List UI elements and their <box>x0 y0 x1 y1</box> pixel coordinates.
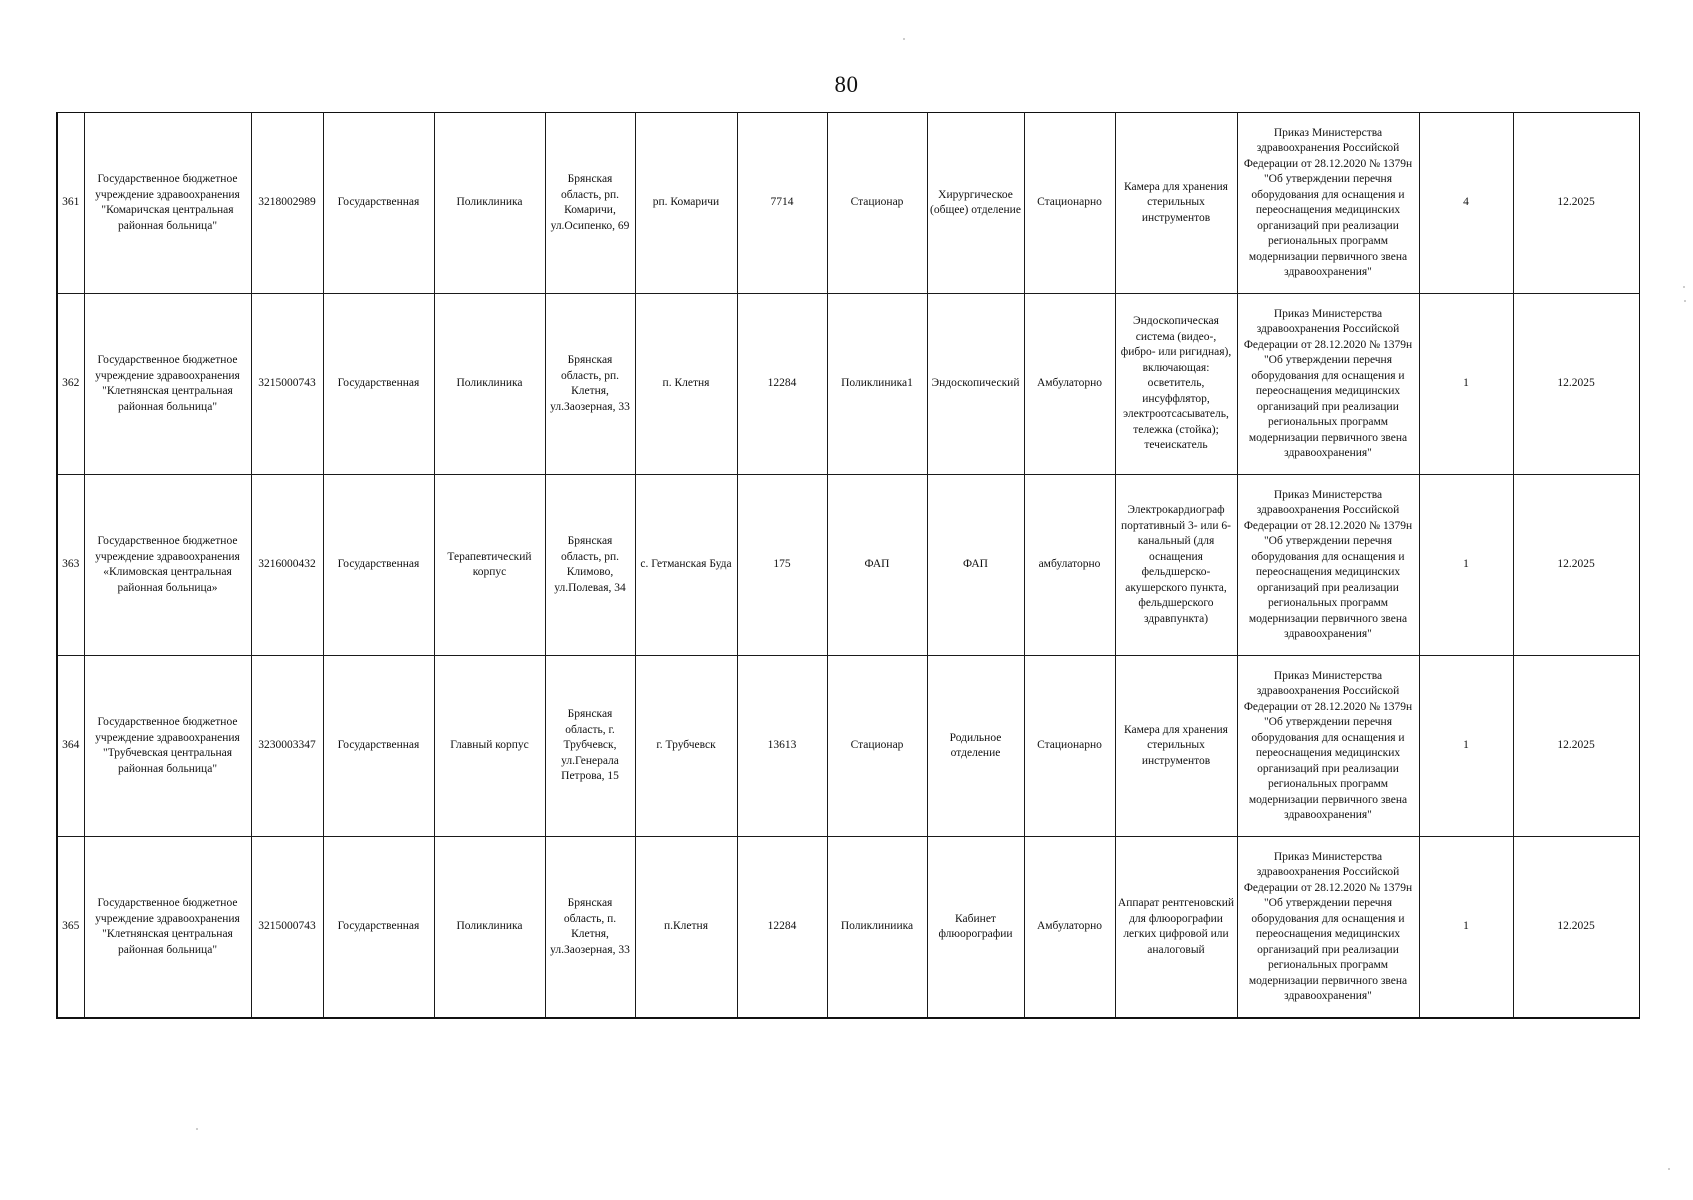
quantity: 1 <box>1419 837 1513 1019</box>
inn: 3218002989 <box>251 113 323 294</box>
locality: рп. Комаричи <box>635 113 737 294</box>
deadline: 12.2025 <box>1513 837 1639 1019</box>
unit: Поликлиниика <box>827 837 927 1019</box>
quantity: 1 <box>1419 475 1513 656</box>
equipment: Камера для хранения стерильных инструментов <box>1115 656 1237 837</box>
department: Кабинет флюорографии <box>927 837 1024 1019</box>
building: Поликлиника <box>434 113 545 294</box>
row-number: 364 <box>57 656 84 837</box>
equipment: Аппарат рентгеновский для флюорографии легких цифровой или аналоговый <box>1115 837 1237 1019</box>
department: Родильное отделение <box>927 656 1024 837</box>
population: 175 <box>737 475 827 656</box>
population: 7714 <box>737 113 827 294</box>
scan-speck <box>196 1128 198 1130</box>
page-number: 80 <box>834 72 859 97</box>
row-number: 365 <box>57 837 84 1019</box>
table-row <box>57 475 1639 656</box>
quantity: 1 <box>1419 656 1513 837</box>
ownership-type: Государственная <box>323 837 434 1019</box>
equipment-registry-table <box>56 112 1640 1019</box>
row-number: 363 <box>57 475 84 656</box>
row-number: 361 <box>57 113 84 294</box>
table-row <box>57 113 1639 294</box>
care-form: амбулаторно <box>1024 475 1115 656</box>
equipment: Электрокардиограф портативный 3- или 6-канальный (для оснащения фельдшерско-акушерского пункта, фельдшерского здравпункта) <box>1115 475 1237 656</box>
table-row <box>57 837 1639 1019</box>
legal-basis: Приказ Министерства здравоохранения Российской Федерации от 28.12.2020 № 1379н "Об утверждении перечня оборудования для оснащения и переоснащения медицинских организаций при реализации региональных программ модернизации первичного звена здравоохранения" <box>1237 837 1419 1019</box>
ownership-type: Государственная <box>323 475 434 656</box>
address: Брянская область, рп. Климово, ул.Полевая, 34 <box>545 475 635 656</box>
building: Поликлиника <box>434 294 545 475</box>
equipment: Эндоскопическая система (видео-, фибро- или ригидная), включающая: осветитель, инсуффлятор, электроотсасыватель, тележка (стойка); течеискатель <box>1115 294 1237 475</box>
building: Терапевтический корпус <box>434 475 545 656</box>
building: Поликлиника <box>434 837 545 1019</box>
ownership-type: Государственная <box>323 656 434 837</box>
scan-speck <box>1684 300 1686 302</box>
address: Брянская область, рп. Клетня, ул.Заозерная, 33 <box>545 294 635 475</box>
organization-name: Государственное бюджетное учреждение здравоохранения "Комаричская центральная районная больница" <box>84 113 251 294</box>
inn: 3215000743 <box>251 837 323 1019</box>
unit: Стационар <box>827 113 927 294</box>
population: 13613 <box>737 656 827 837</box>
address: Брянская область, г. Трубчевск, ул.Генерала Петрова, 15 <box>545 656 635 837</box>
organization-name: Государственное бюджетное учреждение здравоохранения «Климовская центральная районная больница» <box>84 475 251 656</box>
table-row <box>57 294 1639 475</box>
care-form: Стационарно <box>1024 656 1115 837</box>
scan-speck <box>1683 286 1685 288</box>
organization-name: Государственное бюджетное учреждение здравоохранения "Клетнянская центральная районная больница" <box>84 837 251 1019</box>
table-row <box>57 656 1639 837</box>
care-form: Амбулаторно <box>1024 837 1115 1019</box>
building: Главный корпус <box>434 656 545 837</box>
locality: г. Трубчевск <box>635 656 737 837</box>
organization-name: Государственное бюджетное учреждение здравоохранения "Клетнянская центральная районная больница" <box>84 294 251 475</box>
equipment: Камера для хранения стерильных инструментов <box>1115 113 1237 294</box>
legal-basis: Приказ Министерства здравоохранения Российской Федерации от 28.12.2020 № 1379н "Об утверждении перечня оборудования для оснащения и переоснащения медицинских организаций при реализации региональных программ модернизации первичного звена здравоохранения" <box>1237 475 1419 656</box>
ownership-type: Государственная <box>323 294 434 475</box>
quantity: 1 <box>1419 294 1513 475</box>
address: Брянская область, рп. Комаричи, ул.Осипенко, 69 <box>545 113 635 294</box>
inn: 3230003347 <box>251 656 323 837</box>
locality: с. Гетманская Буда <box>635 475 737 656</box>
address: Брянская область, п. Клетня, ул.Заозерная, 33 <box>545 837 635 1019</box>
locality: п. Клетня <box>635 294 737 475</box>
legal-basis: Приказ Министерства здравоохранения Российской Федерации от 28.12.2020 № 1379н "Об утверждении перечня оборудования для оснащения и переоснащения медицинских организаций при реализации региональных программ модернизации первичного звена здравоохранения" <box>1237 294 1419 475</box>
department: ФАП <box>927 475 1024 656</box>
legal-basis: Приказ Министерства здравоохранения Российской Федерации от 28.12.2020 № 1379н "Об утверждении перечня оборудования для оснащения и переоснащения медицинских организаций при реализации региональных программ модернизации первичного звена здравоохранения" <box>1237 113 1419 294</box>
unit: Поликлиника1 <box>827 294 927 475</box>
inn: 3215000743 <box>251 294 323 475</box>
locality: п.Клетня <box>635 837 737 1019</box>
row-number: 362 <box>57 294 84 475</box>
organization-name: Государственное бюджетное учреждение здравоохранения "Трубчевская центральная районная больница" <box>84 656 251 837</box>
care-form: Стационарно <box>1024 113 1115 294</box>
population: 12284 <box>737 837 827 1019</box>
scan-speck <box>1668 1168 1670 1170</box>
inn: 3216000432 <box>251 475 323 656</box>
deadline: 12.2025 <box>1513 475 1639 656</box>
unit: ФАП <box>827 475 927 656</box>
deadline: 12.2025 <box>1513 113 1639 294</box>
department: Хирургическое (общее) отделение <box>927 113 1024 294</box>
scan-speck <box>903 38 905 40</box>
deadline: 12.2025 <box>1513 294 1639 475</box>
quantity: 4 <box>1419 113 1513 294</box>
ownership-type: Государственная <box>323 113 434 294</box>
care-form: Амбулаторно <box>1024 294 1115 475</box>
deadline: 12.2025 <box>1513 656 1639 837</box>
legal-basis: Приказ Министерства здравоохранения Российской Федерации от 28.12.2020 № 1379н "Об утверждении перечня оборудования для оснащения и переоснащения медицинских организаций при реализации региональных программ модернизации первичного звена здравоохранения" <box>1237 656 1419 837</box>
population: 12284 <box>737 294 827 475</box>
department: Эндоскопический <box>927 294 1024 475</box>
unit: Стационар <box>827 656 927 837</box>
